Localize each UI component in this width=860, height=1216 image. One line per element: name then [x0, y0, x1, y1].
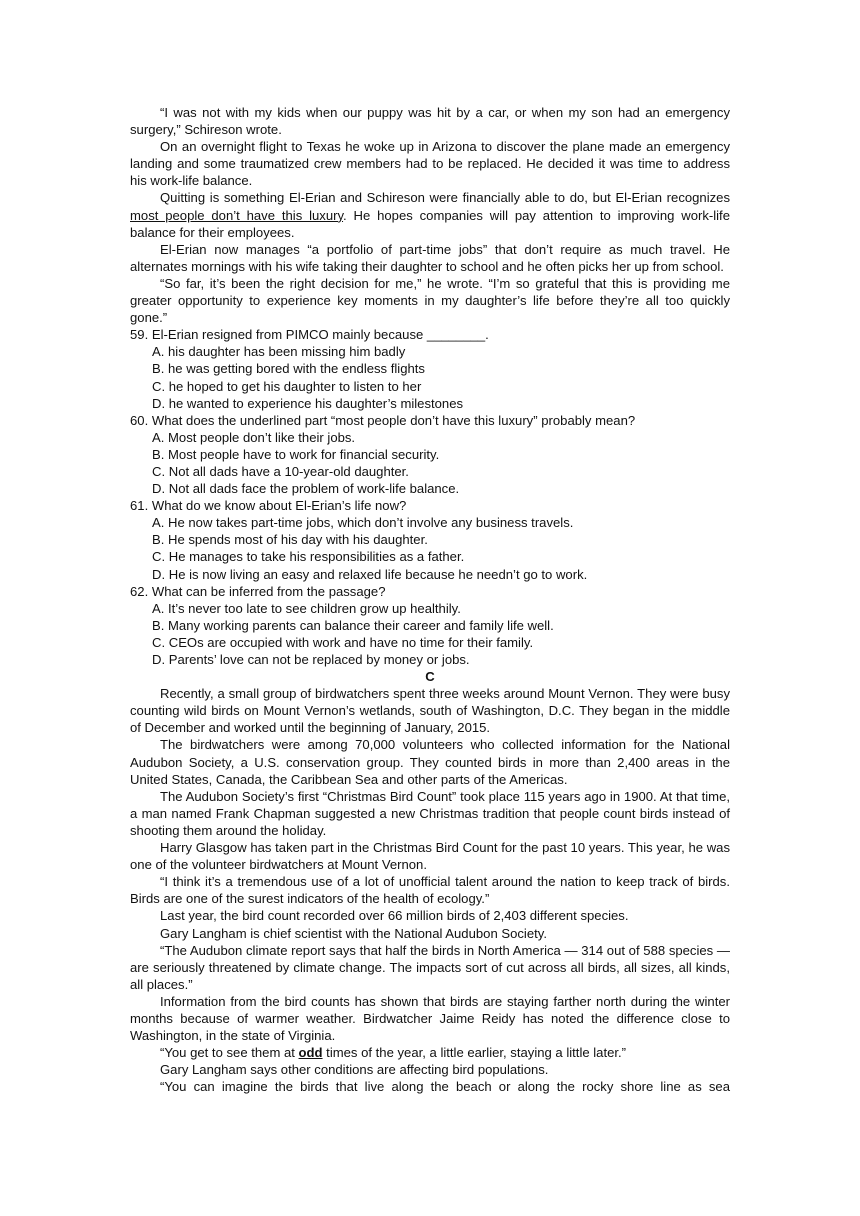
option-d: D. He is now living an easy and relaxed life because he needn’t go to work. [152, 566, 588, 582]
paragraph: El-Erian now manages “a portfolio of part-time jobs” that don’t require as much travel. He alternates mornings with his wife taking their daughter to school and he often picks her up from school. [130, 241, 730, 274]
option-a: A. Most people don’t like their jobs. [152, 429, 356, 445]
paragraph: The birdwatchers were among 70,000 volunteers who collected information for the National Audubon Society, a U.S. conservation group. They counted birds in more than 2,400 areas in the United States, Canada, the Caribbean Sea and other parts of the Americas. [130, 737, 730, 787]
option-a: A. It’s never too late to see children grow up healthily. [152, 600, 461, 616]
question-62 [130, 583, 730, 668]
paragraph: “I was not with my kids when our puppy was hit by a car, or when my son had an emergency surgery,” Schireson wrote. [130, 105, 730, 138]
question-stem: 59. El-Erian resigned from PIMCO mainly because ________. [130, 327, 489, 343]
option-a: A. his daughter has been missing him badly [152, 344, 406, 360]
option-c: C. Not all dads have a 10-year-old daughter. [152, 463, 409, 479]
paragraph: Gary Langham is chief scientist with the National Audubon Society. [160, 925, 547, 941]
option-c: C. He manages to take his responsibilities as a father. [152, 549, 465, 565]
option-a: A. He now takes part-time jobs, which don’t involve any business travels. [152, 515, 574, 531]
paragraph: Information from the bird counts has shown that birds are staying farther north during the winter months because of warmer weather. Birdwatcher Jaime Reidy has noted the difference close to Washington, in the state of Virginia. [130, 993, 730, 1044]
option-b: B. he was getting bored with the endless flights [152, 361, 425, 377]
paragraph: Harry Glasgow has taken part in the Christmas Bird Count for the past 10 years. This year, he was one of the volunteer birdwatchers at Mount Vernon. [130, 840, 730, 873]
text-run: times of the year, a little earlier, staying a little later.” [322, 1045, 627, 1061]
paragraph: “So far, it’s been the right decision for me,” he wrote. “I’m so grateful that this is providing me greater opportunity to experience key moments in my daughter’s life before they’re all too quickly gone.” [130, 275, 730, 326]
option-d: D. he wanted to experience his daughter’s milestones [152, 395, 464, 411]
document-page [130, 104, 730, 1095]
question-59 [130, 326, 730, 411]
paragraph: Last year, the bird count recorded over 66 million birds of 2,403 different species. [160, 908, 629, 924]
question-stem: 62. What can be inferred from the passage? [130, 583, 386, 599]
paragraph-with-underline [130, 189, 730, 240]
paragraph: On an overnight flight to Texas he woke up in Arizona to discover the plane made an emergency landing and some traumatized crew members had to be replaced. He decided it was time to address his work-life balance. [130, 139, 730, 189]
paragraph: “You can imagine the birds that live along the beach or along the rocky shore line as sea [160, 1079, 730, 1095]
paragraph: “The Audubon climate report says that half the birds in North America — 314 out of 588 species — are seriously threatened by climate change. The impacts sort of cut across all birds, all sizes, all kinds, all places.” [130, 942, 730, 992]
underlined-phrase: most people don’t have this luxury [130, 207, 344, 223]
paragraph: Recently, a small group of birdwatchers spent three weeks around Mount Vernon. They were busy counting wild birds on Mount Vernon’s wetlands, south of Washington, D.C. They began in the middle of December and worked until the beginning of January, 2015. [130, 686, 730, 736]
text-run: . He hopes companies will pay attention to improving work-life balance for their employees. [130, 207, 730, 240]
question-stem: 61. What do we know about El-Erian’s life now? [130, 498, 407, 514]
option-d: D. Not all dads face the problem of work-life balance. [152, 481, 460, 497]
paragraph: The Audubon Society’s first “Christmas Bird Count” took place 115 years ago in 1900. At that time, a man named Frank Chapman suggested a new Christmas tradition that people count birds instead of shooting them around the holiday. [130, 788, 730, 838]
question-stem: 60. What does the underlined part “most people don’t have this luxury” probably mean? [130, 412, 636, 428]
paragraph: Gary Langham says other conditions are affecting bird populations. [160, 1062, 549, 1078]
emphasized-word: odd [298, 1045, 323, 1061]
option-c: C. he hoped to get his daughter to listen to her [152, 378, 422, 394]
section-heading: C [425, 669, 435, 685]
question-61 [130, 497, 730, 582]
text-run: “You get to see them at [160, 1045, 299, 1061]
question-60 [130, 412, 730, 497]
paragraph-with-emphasis [130, 1044, 730, 1061]
option-b: B. Many working parents can balance their career and family life well. [152, 617, 554, 633]
option-c: C. CEOs are occupied with work and have no time for their family. [152, 634, 534, 650]
option-b: B. He spends most of his day with his daughter. [152, 532, 428, 548]
option-d: D. Parents’ love can not be replaced by money or jobs. [152, 652, 470, 667]
paragraph: “I think it’s a tremendous use of a lot of unofficial talent around the nation to keep track of birds. Birds are one of the surest indicators of the health of ecology.” [130, 874, 730, 907]
option-b: B. Most people have to work for financial security. [152, 446, 440, 462]
text-run: Quitting is something El-Erian and Schireson were financially able to do, but El-Erian recognizes [160, 190, 730, 206]
